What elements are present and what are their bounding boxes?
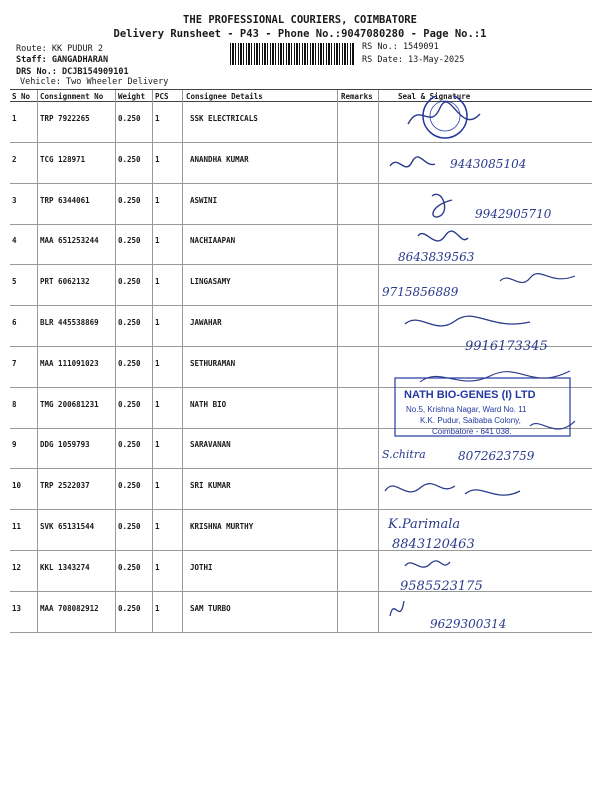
row-weight: 0.250 (118, 399, 141, 409)
row-consignee: ANANDHA KUMAR (190, 154, 249, 164)
row-consignment-no: TRP 2522037 (40, 481, 90, 491)
row-consignment-no: TRP 6344061 (40, 195, 90, 205)
header-consignment: Consignment No (40, 92, 104, 101)
row-pcs: 1 (155, 318, 160, 327)
row-pcs: 1 (155, 358, 160, 368)
row-consignee: JAWAHAR (190, 318, 222, 327)
page-subtitle: Delivery Runsheet - P43 - Phone No.:9047080280 - Page No.:1 (113, 28, 487, 40)
row-pcs: 1 (155, 440, 160, 450)
row-consignee: JOTHI (190, 562, 213, 572)
row-weight: 0.250 (118, 114, 141, 123)
row-weight: 0.250 (118, 195, 141, 205)
row-sno: 3 (12, 195, 17, 205)
stamp-address-2: K.K. Pudur, Saibaba Colony, (420, 416, 521, 425)
row-consignment-no: SVK 65131544 (40, 522, 95, 531)
row-consignee: LINGASAMY (190, 277, 231, 287)
row-pcs: 1 (155, 236, 160, 246)
row-sno: 7 (12, 358, 17, 368)
row-consignment-no: MAA 708082912 (40, 603, 99, 613)
row-pcs: 1 (155, 481, 160, 491)
company-stamp (395, 371, 575, 436)
row-consignee: SSK ELECTRICALS (190, 114, 258, 123)
row-consignment-no: TRP 7922265 (40, 114, 90, 123)
row-pcs: 1 (155, 399, 160, 409)
handwritten-phone-row-4: 8643839563 (398, 250, 475, 264)
row-weight: 0.250 (118, 318, 141, 327)
row-sno: 13 (12, 603, 22, 613)
signature-row-2 (390, 157, 435, 167)
row-sno: 8 (12, 399, 17, 409)
row-sno: 4 (12, 236, 17, 246)
header-pcs: PCS (155, 92, 169, 101)
row-consignment-no: MAA 111091023 (40, 358, 99, 368)
route-label: Route: KK PUDUR 2 (16, 44, 103, 54)
row-weight: 0.250 (118, 481, 141, 491)
rs-date-label: RS Date: 13-May-2025 (362, 55, 465, 65)
signature-area (380, 96, 590, 636)
row-weight: 0.250 (118, 440, 141, 450)
handwritten-phone-row-9: 8072623759 (458, 449, 535, 463)
row-consignee: SARAVANAN (190, 440, 231, 450)
round-seal-stamp (408, 96, 480, 138)
handwritten-phone-row-3: 9942905710 (475, 207, 552, 221)
row-sno: 12 (12, 562, 22, 572)
row-consignment-no: MAA 651253244 (40, 236, 99, 246)
row-sno: 1 (12, 114, 17, 123)
handwritten-phone-row-13a: 9585523175 (400, 579, 483, 594)
row-pcs: 1 (155, 154, 160, 164)
header-weight: Weight (118, 92, 146, 101)
header-consignee: Consignee Details (186, 92, 263, 101)
row-sno: 2 (12, 154, 17, 164)
row-weight: 0.250 (118, 522, 141, 531)
row-weight: 0.250 (118, 562, 141, 572)
vehicle-label: Vehicle: Two Wheeler Delivery (20, 77, 169, 87)
rs-no-label: RS No.: 1549091 (362, 42, 439, 52)
row-consignment-no: TCG 128971 (40, 154, 86, 164)
row-consignment-no: PRT 6062132 (40, 277, 90, 287)
signature-row-5 (500, 274, 575, 283)
signature-row-10 (385, 484, 520, 496)
row-sno: 6 (12, 318, 17, 327)
row-pcs: 1 (155, 195, 160, 205)
staff-label: Staff: GANGADHARAN (16, 55, 109, 65)
row-pcs: 1 (155, 603, 160, 613)
signature-row-6 (405, 316, 530, 326)
drs-label: DRS No.: DCJB154909101 (16, 67, 129, 77)
row-consignee: SETHURAMAN (190, 358, 236, 368)
row-sno: 5 (12, 277, 17, 287)
header-remarks: Remarks (341, 92, 373, 101)
row-consignment-no: DDG 1059793 (40, 440, 90, 450)
row-pcs: 1 (155, 277, 160, 287)
handwritten-phone-row-5: 9715856889 (382, 285, 459, 299)
row-consignee: SAM TURBO (190, 603, 231, 613)
row-sno: 11 (12, 522, 22, 531)
header-seal: Seal & Signature (398, 92, 471, 101)
row-weight: 0.250 (118, 236, 141, 246)
row-consignment-no: BLR 445538869 (40, 318, 99, 327)
handwritten-phone-row-2: 9443085104 (450, 157, 527, 171)
row-pcs: 1 (155, 522, 160, 531)
handwritten-phone-row-13b: 9629300314 (430, 617, 507, 631)
barcode (230, 43, 355, 65)
page-title: THE PROFESSIONAL COURIERS, COIMBATORE (183, 14, 417, 26)
row-consignee: SRI KUMAR (190, 481, 231, 491)
row-weight: 0.250 (118, 603, 141, 613)
header-sno: S No (12, 92, 31, 101)
stamp-address-1: No.5, Krishna Nagar, Ward No. 11 (406, 405, 527, 414)
row-consignee: KRISHNA MURTHY (190, 522, 254, 531)
row-sno: 9 (12, 440, 17, 450)
row-weight: 0.250 (118, 358, 141, 368)
row-sno: 10 (12, 481, 22, 491)
row-weight: 0.250 (118, 154, 141, 164)
stamp-company: NATH BIO-GENES (I) LTD (404, 389, 536, 401)
row-pcs: 1 (155, 114, 160, 123)
signature-row-13 (390, 601, 404, 616)
handwritten-phone-row-11: 8843120463 (392, 537, 475, 552)
table-top-border (10, 89, 592, 90)
row-consignee: NACHIAAPAN (190, 236, 236, 246)
signature-row-4 (418, 231, 468, 241)
stamp-address-3: Coimbatore - 641 038. (432, 427, 512, 436)
row-pcs: 1 (155, 562, 160, 572)
handwritten-name-row-11: K.Parimala (388, 517, 461, 532)
handwritten-phone-row-7: 9916173345 (465, 339, 548, 354)
row-weight: 0.250 (118, 277, 141, 287)
handwritten-name-row-9: S.chitra (382, 448, 426, 461)
row-consignee: ASWINI (190, 195, 218, 205)
signature-row-12 (405, 561, 450, 567)
signature-row-3 (432, 194, 452, 217)
row-consignee: NATH BIO (190, 399, 227, 409)
row-consignment-no: KKL 1343274 (40, 562, 90, 572)
row-consignment-no: TMG 200681231 (40, 399, 99, 409)
